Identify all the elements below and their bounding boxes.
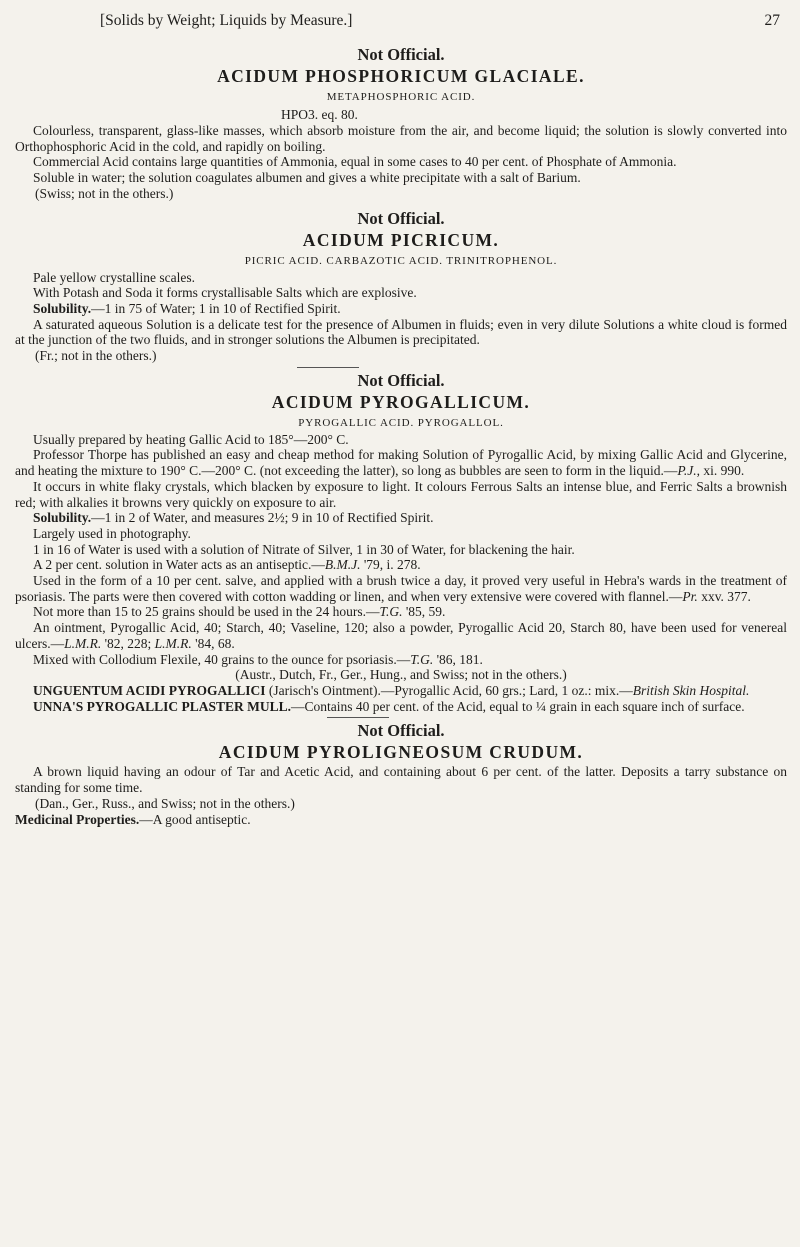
photography-note: Largely used in photography. xyxy=(33,525,191,541)
dose-paragraph xyxy=(15,604,787,620)
unguentum-paragraph xyxy=(15,683,787,699)
not-official-label: Not Official. xyxy=(357,208,445,228)
antiseptic-text: A 2 per cent. solution in Water acts as an antiseptic.— xyxy=(33,557,325,573)
medicinal-properties-paragraph xyxy=(15,812,787,828)
running-head: [Solids by Weight; Liquids by Measure.] xyxy=(100,12,353,29)
solubility-paragraph: Soluble in water; the solution coagulates albumen and gives a white precipitate with a salt of Barium. xyxy=(33,170,581,186)
citation: Pr. xyxy=(682,588,698,604)
not-official-label: Not Official. xyxy=(357,721,445,741)
antiseptic-paragraph xyxy=(15,557,787,573)
hair-dye-paragraph: 1 in 16 of Water is used with a solution of Nitrate of Silver, 1 in 30 of Water, for blackening the hair. xyxy=(33,541,575,557)
entry-acidum-picricum xyxy=(15,208,787,364)
citation: L.M.R. xyxy=(154,635,192,651)
citation: T.G. xyxy=(410,651,434,667)
page-content xyxy=(15,44,787,827)
ointment-paragraph xyxy=(15,620,787,651)
citation: L.M.R. xyxy=(64,635,102,651)
entry-synonyms: PYROGALLIC ACID. PYROGALLOL. xyxy=(298,416,504,429)
citation-detail: '79, i. 278. xyxy=(360,557,421,573)
plaster-mull-paragraph xyxy=(15,699,787,715)
pharmacopoeia-note: (Swiss; not in the others.) xyxy=(35,185,174,201)
chemical-formula: HPO3. eq. 80. xyxy=(281,107,358,122)
entry-acidum-pyroligneosum-crudum xyxy=(15,720,787,827)
collodium-text: Mixed with Collodium Flexile, 40 grains to the ounce for psoriasis.— xyxy=(33,651,411,667)
medicinal-properties-text: —A good antiseptic. xyxy=(139,811,251,827)
collodium-paragraph xyxy=(15,652,787,668)
citation: British Skin Hospital. xyxy=(632,682,750,698)
entry-title: ACIDUM PYROGALLICUM. xyxy=(271,391,531,412)
entry-synonyms: PICRIC ACID. CARBAZOTIC ACID. TRINITROPHENOL. xyxy=(244,254,558,267)
citation: P.J. xyxy=(677,463,697,479)
thorpe-method-paragraph xyxy=(15,447,787,478)
solubility-text: —1 in 75 of Water; 1 in 10 of Rectified Spirit. xyxy=(91,300,341,316)
explosive-note: With Potash and Soda it forms crystallisable Salts which are explosive. xyxy=(33,285,417,301)
ointment-text: An ointment, Pyrogallic Acid, 40; Starch, 40; Vaseline, 120; also a powder, Pyrogallic Acid 20, Starch 80, have been used for venereal ulcers.— xyxy=(15,620,787,651)
thorpe-method-text: Professor Thorpe has published an easy and cheap method for making Solution of Pyrogallic Acid, by mixing Gallic Acid and Glycerine, and heating the mixture to 190° C.—200° C. (not exceeding the latter), so long as bubbles are seen to form in the liquid.— xyxy=(15,447,787,479)
solubility-text: —1 in 2 of Water, and measures 2½; 9 in 10 of Rectified Spirit. xyxy=(91,510,434,526)
entry-acidum-phosphoricum-glaciale xyxy=(15,44,787,202)
preparation-name: UNGUENTUM ACIDI PYROGALLICI xyxy=(33,682,266,698)
psoriasis-salve-paragraph xyxy=(15,573,787,604)
entry-title: ACIDUM PYROLIGNEOSUM CRUDUM. xyxy=(218,742,584,763)
entry-acidum-pyrogallicum xyxy=(15,370,787,715)
not-official-label: Not Official. xyxy=(357,45,445,64)
description-paragraph: Colourless, transparent, glass-like masses, which absorb moisture from the air, and become liquid; the solution is slowly converted into Orthophosphoric Acid in the cold, and rapidly on boiling. xyxy=(15,123,787,154)
citation: T.G. xyxy=(379,604,403,620)
page-number: 27 xyxy=(764,12,780,29)
description-paragraph: A brown liquid having an odour of Tar and Acetic Acid, and containing about 6 per cent. of the latter. Deposits a tarry substance on standing for some time. xyxy=(15,764,787,796)
dose-text: Not more than 15 to 25 grains should be used in the 24 hours.— xyxy=(33,604,380,620)
citation-detail: '84, 68. xyxy=(191,635,235,651)
pharmacopoeia-note: (Fr.; not in the others.) xyxy=(35,348,157,364)
plaster-mull-text: —Contains 40 per cent. of the Acid, equal to ¼ grain in each square inch of surface. xyxy=(291,698,745,714)
section-divider xyxy=(297,367,359,368)
medicinal-properties-label: Medicinal Properties. xyxy=(15,811,140,827)
not-official-label: Not Official. xyxy=(357,370,445,390)
citation-detail: '86, 181. xyxy=(433,651,483,667)
citation-detail: '85, 59. xyxy=(402,604,446,620)
solubility-label: Solubility. xyxy=(33,510,92,526)
citation-detail: xxv. 377. xyxy=(697,588,751,604)
citation-detail: , xi. 990. xyxy=(696,463,745,479)
unguentum-text: (Jarisch's Ointment).—Pyrogallic Acid, 60 grs.; Lard, 1 oz.: mix.— xyxy=(265,682,633,698)
citation-detail: '82, 228; xyxy=(101,635,155,651)
pharmacopoeia-note: (Austr., Dutch, Fr., Ger., Hung., and Swiss; not in the others.) xyxy=(235,667,567,683)
solubility-paragraph xyxy=(15,301,787,317)
pharmacopoeia-note: (Dan., Ger., Russ., and Swiss; not in the others.) xyxy=(35,795,295,811)
composition-paragraph: Commercial Acid contains large quantities of Ammonia, equal in some cases to 40 per cent. of Phosphate of Ammonia. xyxy=(33,154,677,170)
albumen-test-paragraph: A saturated aqueous Solution is a delicate test for the presence of Albumen in fluids; even in very dilute Solutions a white cloud is formed at the junction of the two fluids, and in stronger solutions the Albumen is precipitated. xyxy=(15,316,787,348)
description-paragraph: Pale yellow crystalline scales. xyxy=(33,269,195,285)
page-header xyxy=(0,10,800,34)
solubility-label: Solubility. xyxy=(33,300,92,316)
section-divider xyxy=(327,717,389,718)
preparation-paragraph: Usually prepared by heating Gallic Acid to 185°—200° C. xyxy=(33,431,349,447)
preparation-name: UNNA'S PYROGALLIC PLASTER MULL. xyxy=(33,698,292,714)
psoriasis-salve-text: Used in the form of a 10 per cent. salve, and applied with a brush twice a day, it proved very useful in Hebra's wards in the treatment of psoriasis. The parts were then covered with cotton wadding or linen, and when very extensive were covered with flannel.— xyxy=(15,573,787,604)
entry-synonyms: METAPHOSPHORIC ACID. xyxy=(326,91,476,103)
entry-title: ACIDUM PHOSPHORICUM GLACIALE. xyxy=(217,66,585,86)
entry-title: ACIDUM PICRICUM. xyxy=(302,229,500,250)
citation: B.M.J. xyxy=(324,557,361,573)
solubility-paragraph xyxy=(15,510,787,526)
description-paragraph: It occurs in white flaky crystals, which blacken by exposure to light. It colours Ferrous Salts an intense blue, and Ferric Salts a brownish red; with alkalies it browns very quickly on exposure to air. xyxy=(15,478,787,510)
